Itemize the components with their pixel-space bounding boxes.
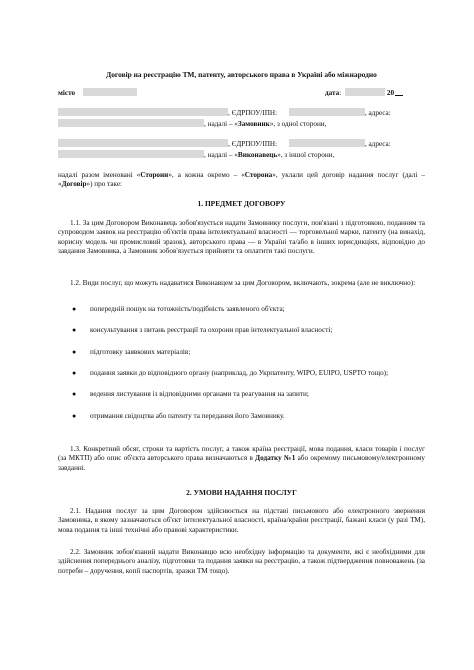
customer-name-field[interactable] (58, 108, 228, 116)
city-label: місто (58, 89, 76, 97)
executor-line-2: , надалі – «Виконавець», з іншої сторони, (58, 150, 425, 160)
clause-2-1: 2.1. Надання послуг за цим Договором здійснюється на підставі письмового або електронного звернення Замовника, в якому зазначаються об'єкт інтелектуальної власності, країна/країни реєстрації, бажані класи (у разі ТМ), мова подання та інші технічні або правові характеристики. (58, 507, 425, 534)
clause-1-2: 1.2. Види послуг, що можуть надаватися Виконавцем за цим Договором, включають, зокрема (але не виключно): (70, 279, 416, 287)
bullet-icon: ● (72, 411, 77, 420)
customer-line-1 (58, 108, 425, 118)
executor-address-label: , адреса: (364, 140, 391, 148)
clause-1-3: 1.3. Конкретний обсяг, строки та вартість послуг, а також країна реєстрації, мова подання, класи товарів і послуг (за МКТП) або опис об'єкта авторського права визначаються в Додатку №1 або окремому письмовому/електронному завданні. (58, 445, 425, 472)
customer-line-2: , надалі – «Замовник», з одної сторони, (58, 119, 425, 129)
clause-1-1: 1.1. За цим Договором Виконавець зобов'язується надати Замовнику послуги, пов'язані з підготовкою, поданням та супроводом заявок на реєстрацію об'єктів права інтелектуальної власності — торговельної марки, патенту (на винахід, корисну модель чи промисловий зразок), авторського права — в Україні та/або в інших юрисдикціях, відповідно до завдання Замовника, а Замовник зобов'язується прийняти та оплатити такі послуги. (58, 219, 425, 256)
section-2-heading: 2. УМОВИ НАДАННЯ ПОСЛУГ (186, 488, 297, 497)
section-1-heading: 1. ПРЕДМЕТ ДОГОВОРУ (197, 199, 286, 208)
list-item: ● підготовку заявкових матеріалів; (72, 347, 191, 356)
list-item: ● попередній пошук на тотожність/подібність заявленого об'єкта; (72, 305, 285, 313)
city-field[interactable] (83, 88, 137, 96)
executor-role: Виконавець (237, 151, 278, 159)
list-item: ● ведення листування із відповідними органами та реагування на запити; (72, 390, 309, 399)
services-list (58, 305, 425, 421)
customer-edrpou-field[interactable] (289, 108, 365, 116)
bullet-icon: ● (72, 305, 77, 313)
clause-2-2: 2.2. Замовник зобов'язаний надати Виконавцю всю необхідну інформацію та документи, які є необхідними для здійснення попереднього аналізу, підготовки та подання заявки на реєстрацію, а також підтвердження повноважень (за потреби – доручення, копії паспортів, зразки ТМ тощо). (58, 548, 425, 575)
date-field[interactable] (345, 88, 385, 96)
year-field[interactable] (395, 88, 403, 96)
preamble: надалі разом іменовані «Сторони», а кожна окремо – «Сторона», уклали цей договір надання послуг (далі – «Договір») про таке: (58, 171, 425, 189)
executor-edrpou-label: , ЄДРПОУ/ІПН: (228, 140, 278, 148)
executor-line-1 (58, 139, 425, 149)
executor-address-field[interactable] (58, 150, 204, 158)
customer-address-field[interactable] (58, 119, 204, 127)
list-item: ● подання заявки до відповідного органу (наприклад, до Укрпатенту, WIPO, EUIPO, USPTO тощо); (72, 369, 389, 378)
document-title: Договір на реєстрацію ТМ, патенту, авторського права в Україні або міжнародно (106, 70, 377, 79)
place-date-row: місто дата: 20 (58, 88, 425, 98)
list-item: ● отримання свідоцтва або патенту та передання його Замовнику. (72, 411, 285, 420)
customer-edrpou-label: , ЄДРПОУ/ІПН: (228, 109, 278, 117)
list-item: ● консультування з питань реєстрації та охорони прав інтелектуальної власності; (72, 326, 333, 335)
bullet-icon: ● (72, 347, 77, 356)
executor-name-field[interactable] (58, 139, 228, 147)
executor-edrpou-field[interactable] (289, 139, 365, 147)
bullet-icon: ● (72, 326, 77, 335)
year-prefix: 20 (386, 89, 395, 97)
date-label: дата (325, 89, 340, 97)
bullet-icon: ● (72, 369, 77, 378)
customer-address-label: , адреса: (364, 109, 391, 117)
bullet-icon: ● (72, 390, 77, 399)
customer-role: Замовник (237, 120, 270, 128)
